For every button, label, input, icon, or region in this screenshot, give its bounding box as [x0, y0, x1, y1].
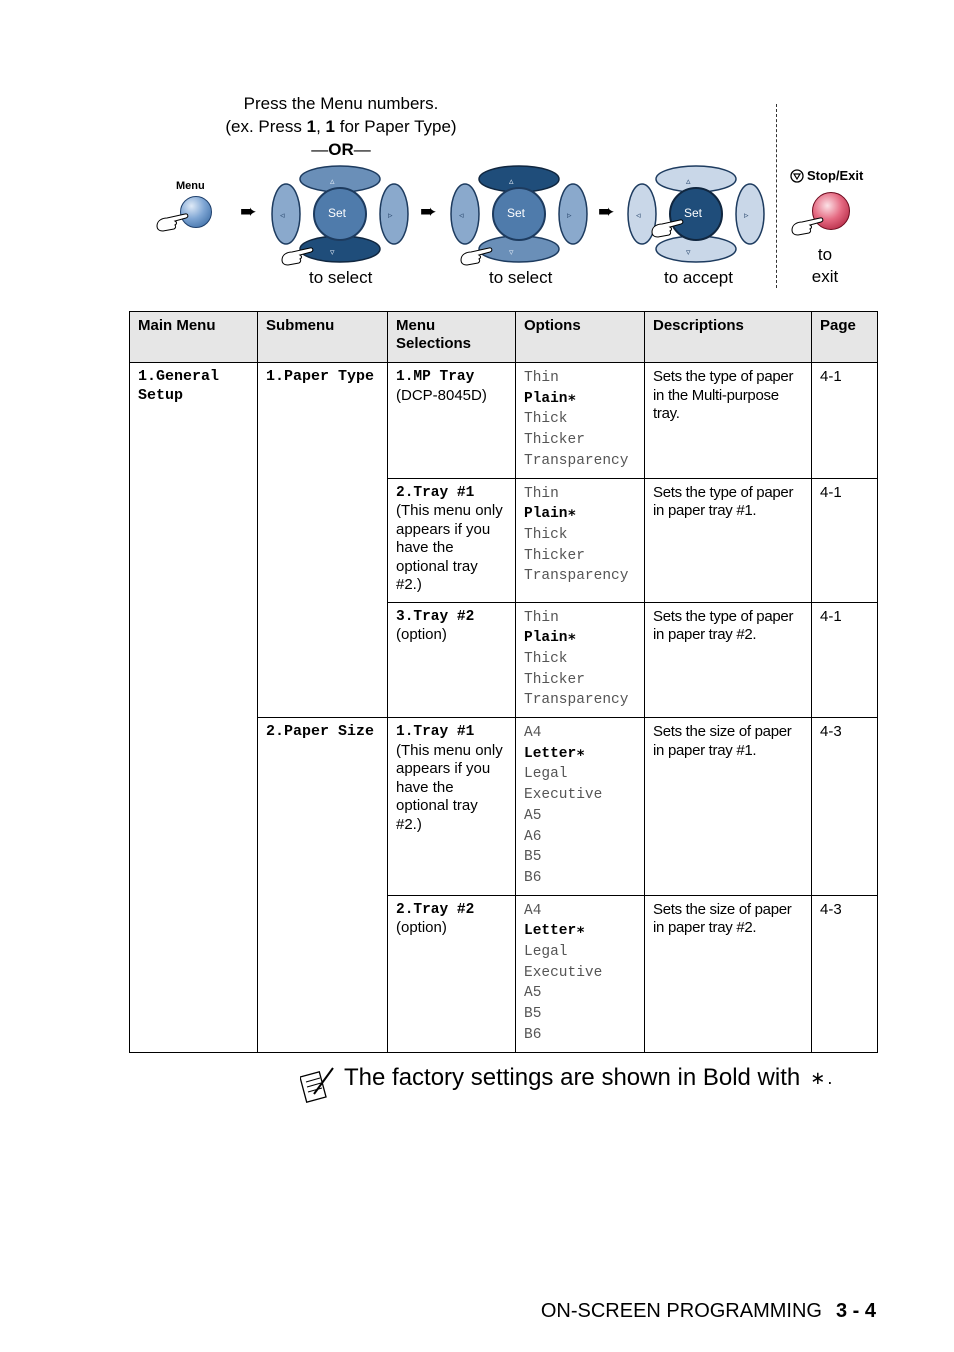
header-menu-selections-line-1: Menu [396, 317, 436, 334]
option-item: Legal [524, 766, 568, 783]
selection-name: 3.Tray #2 [396, 608, 475, 625]
page-footer [541, 1300, 876, 1323]
footer-section: ON-SCREEN PROGRAMMING [540, 1300, 822, 1322]
selection-cell [388, 363, 516, 479]
option-default-text: Letter [524, 745, 577, 762]
navigation-pad-select-2[interactable] [449, 164, 589, 264]
default-marker-icon: ∗ [576, 923, 585, 940]
header-menu-selections [388, 312, 516, 363]
header-options: Options [516, 312, 645, 363]
default-marker-icon: ∗ [567, 506, 577, 523]
step-caption-select-2: to select [489, 268, 553, 287]
exit-caption-line-1: to [817, 245, 833, 264]
submenu-cell: 2.Paper Size [258, 718, 388, 1053]
dashed-divider [776, 104, 777, 288]
navigation-pad-accept[interactable] [626, 164, 766, 264]
instruction-suffix: for Paper Type) [335, 117, 457, 136]
stop-icon [790, 169, 804, 183]
svg-text:▵: ▵ [330, 176, 335, 186]
selection-cell [388, 602, 516, 718]
svg-text:▹: ▹ [744, 210, 749, 220]
option-item: A4 [524, 902, 542, 919]
stop-exit-text: Stop/Exit [807, 168, 864, 183]
page-cell: 4-1 [812, 478, 878, 602]
svg-text:▿: ▿ [686, 247, 691, 257]
note-pad-icon [300, 1064, 336, 1104]
set-key-label: Set [507, 206, 526, 220]
table-row [130, 363, 878, 479]
exit-caption-line-2: exit [811, 267, 839, 286]
option-default-text: Plain [524, 506, 568, 523]
menu-settings-table [129, 311, 878, 1053]
option-item: Legal [524, 944, 568, 961]
exit-caption [800, 244, 850, 288]
main-menu-cell: 1.General Setup [130, 363, 258, 1053]
svg-text:▿: ▿ [509, 247, 514, 257]
option-item: Thicker [524, 547, 585, 564]
default-marker-icon: ∗ [567, 390, 577, 407]
option-item: Thicker [524, 432, 585, 449]
step-caption-select-1: to select [309, 268, 373, 287]
options-cell [516, 602, 645, 718]
header-main-menu: Main Menu [130, 312, 258, 363]
selection-name: 1.MP Tray [396, 369, 475, 385]
instruction-line-2 [200, 115, 482, 138]
default-marker-icon: ∗ [810, 1068, 826, 1088]
navigation-pad-select-1[interactable] [270, 164, 410, 264]
page-cell: 4-3 [812, 718, 878, 896]
description-cell: Sets the type of paper in the Multi-purpose tray. [645, 363, 812, 479]
option-item: A5 [524, 807, 542, 824]
option-item-default [524, 744, 636, 765]
selection-note: (This menu only appears if you have the optional tray #2.) [396, 502, 503, 594]
option-item: Thin [524, 370, 559, 386]
selection-name: 2.Tray #2 [396, 901, 475, 918]
note-text: The factory settings are shown in Bold with [344, 1064, 801, 1091]
pointing-hand-icon [155, 210, 189, 232]
svg-text:▿: ▿ [330, 247, 335, 257]
svg-text:◃: ◃ [459, 210, 464, 220]
option-item-default [524, 921, 636, 942]
option-item: Transparency [524, 568, 629, 585]
option-item: Thin [524, 485, 559, 502]
selection-cell [388, 718, 516, 896]
instruction-key-1: 1 [306, 117, 317, 136]
option-item: B6 [524, 869, 542, 886]
page-cell: 4-1 [812, 602, 878, 718]
header-page: Page [812, 312, 878, 363]
option-item: Thicker [524, 671, 585, 688]
option-item: A4 [524, 725, 542, 742]
option-item-default [524, 628, 636, 649]
svg-text:◃: ◃ [636, 210, 641, 220]
description-cell: Sets the type of paper in paper tray #1. [645, 478, 812, 602]
instruction-key-2: 1 [325, 117, 336, 136]
step-caption-accept: to accept [664, 268, 733, 287]
header-descriptions: Descriptions [645, 312, 812, 363]
option-item: A5 [524, 985, 542, 1002]
factory-settings-note [300, 1064, 832, 1104]
svg-text:▵: ▵ [509, 176, 514, 186]
selection-note: (option) [396, 626, 447, 644]
instruction-prefix: (ex. Press [225, 117, 307, 136]
description-cell: Sets the size of paper in paper tray #1. [645, 718, 812, 896]
page-cell: 4-3 [812, 895, 878, 1052]
page-cell: 4-1 [812, 363, 878, 479]
note-period: . [827, 1068, 833, 1088]
option-default-text: Letter [524, 923, 577, 940]
option-item-default [524, 504, 636, 525]
selection-cell [388, 895, 516, 1052]
menu-key-label: Menu [176, 180, 205, 192]
description-cell: Sets the type of paper in paper tray #2. [645, 602, 812, 718]
option-item-default [524, 389, 636, 410]
selection-note: (DCP-8045D) [396, 386, 487, 404]
svg-text:▹: ▹ [567, 210, 572, 220]
selection-cell [388, 478, 516, 602]
pointing-hand-icon [650, 216, 684, 238]
menu-instructions [200, 92, 482, 161]
pointing-hand-icon [790, 214, 824, 236]
instruction-line-1: Press the Menu numbers. [243, 94, 439, 113]
option-default-text: Plain [524, 390, 568, 407]
svg-text:▹: ▹ [388, 210, 393, 220]
description-cell: Sets the size of paper in paper tray #2. [645, 895, 812, 1052]
pointing-hand-icon [459, 244, 493, 266]
options-cell [516, 895, 645, 1052]
submenu-cell: 1.Paper Type [258, 363, 388, 718]
option-default-text: Plain [524, 630, 568, 647]
option-item: B6 [524, 1026, 542, 1043]
selection-name: 2.Tray #1 [396, 484, 475, 501]
default-marker-icon: ∗ [567, 630, 577, 647]
option-item: A6 [524, 828, 542, 845]
option-item: Thin [524, 609, 559, 626]
options-cell [516, 478, 645, 602]
stop-exit-label [790, 168, 863, 183]
option-item: Thick [524, 650, 568, 667]
header-submenu: Submenu [258, 312, 388, 363]
options-cell [516, 363, 645, 479]
or-text: OR [328, 140, 354, 159]
option-item: Executive [524, 787, 603, 804]
default-marker-icon: ∗ [576, 745, 585, 762]
footer-page-number: 3 - 4 [835, 1300, 876, 1322]
option-item: Transparency [524, 452, 629, 469]
right-arrow-icon: ➨ [240, 201, 257, 223]
selection-note: (option) [396, 919, 447, 937]
header-menu-selections-line-2: Selections [396, 335, 472, 352]
option-item: Executive [524, 964, 603, 981]
selection-note: (This menu only appears if you have the optional tray #2.) [396, 741, 503, 833]
set-key-label: Set [684, 206, 703, 220]
option-item: Thick [524, 411, 568, 428]
instruction-sep: , [316, 117, 326, 136]
right-arrow-icon: ➨ [598, 201, 615, 223]
or-separator: —OR— [311, 140, 371, 159]
svg-text:▵: ▵ [686, 176, 691, 186]
selection-name: 1.Tray #1 [396, 724, 475, 741]
options-cell [516, 718, 645, 896]
option-item: Transparency [524, 692, 629, 709]
right-arrow-icon: ➨ [420, 201, 437, 223]
svg-text:◃: ◃ [280, 210, 285, 220]
option-item: B5 [524, 1006, 542, 1023]
option-item: Thick [524, 526, 568, 543]
option-item: B5 [524, 849, 542, 866]
set-key-label: Set [328, 206, 347, 220]
table-header-row [130, 312, 878, 363]
pointing-hand-icon [280, 244, 314, 266]
